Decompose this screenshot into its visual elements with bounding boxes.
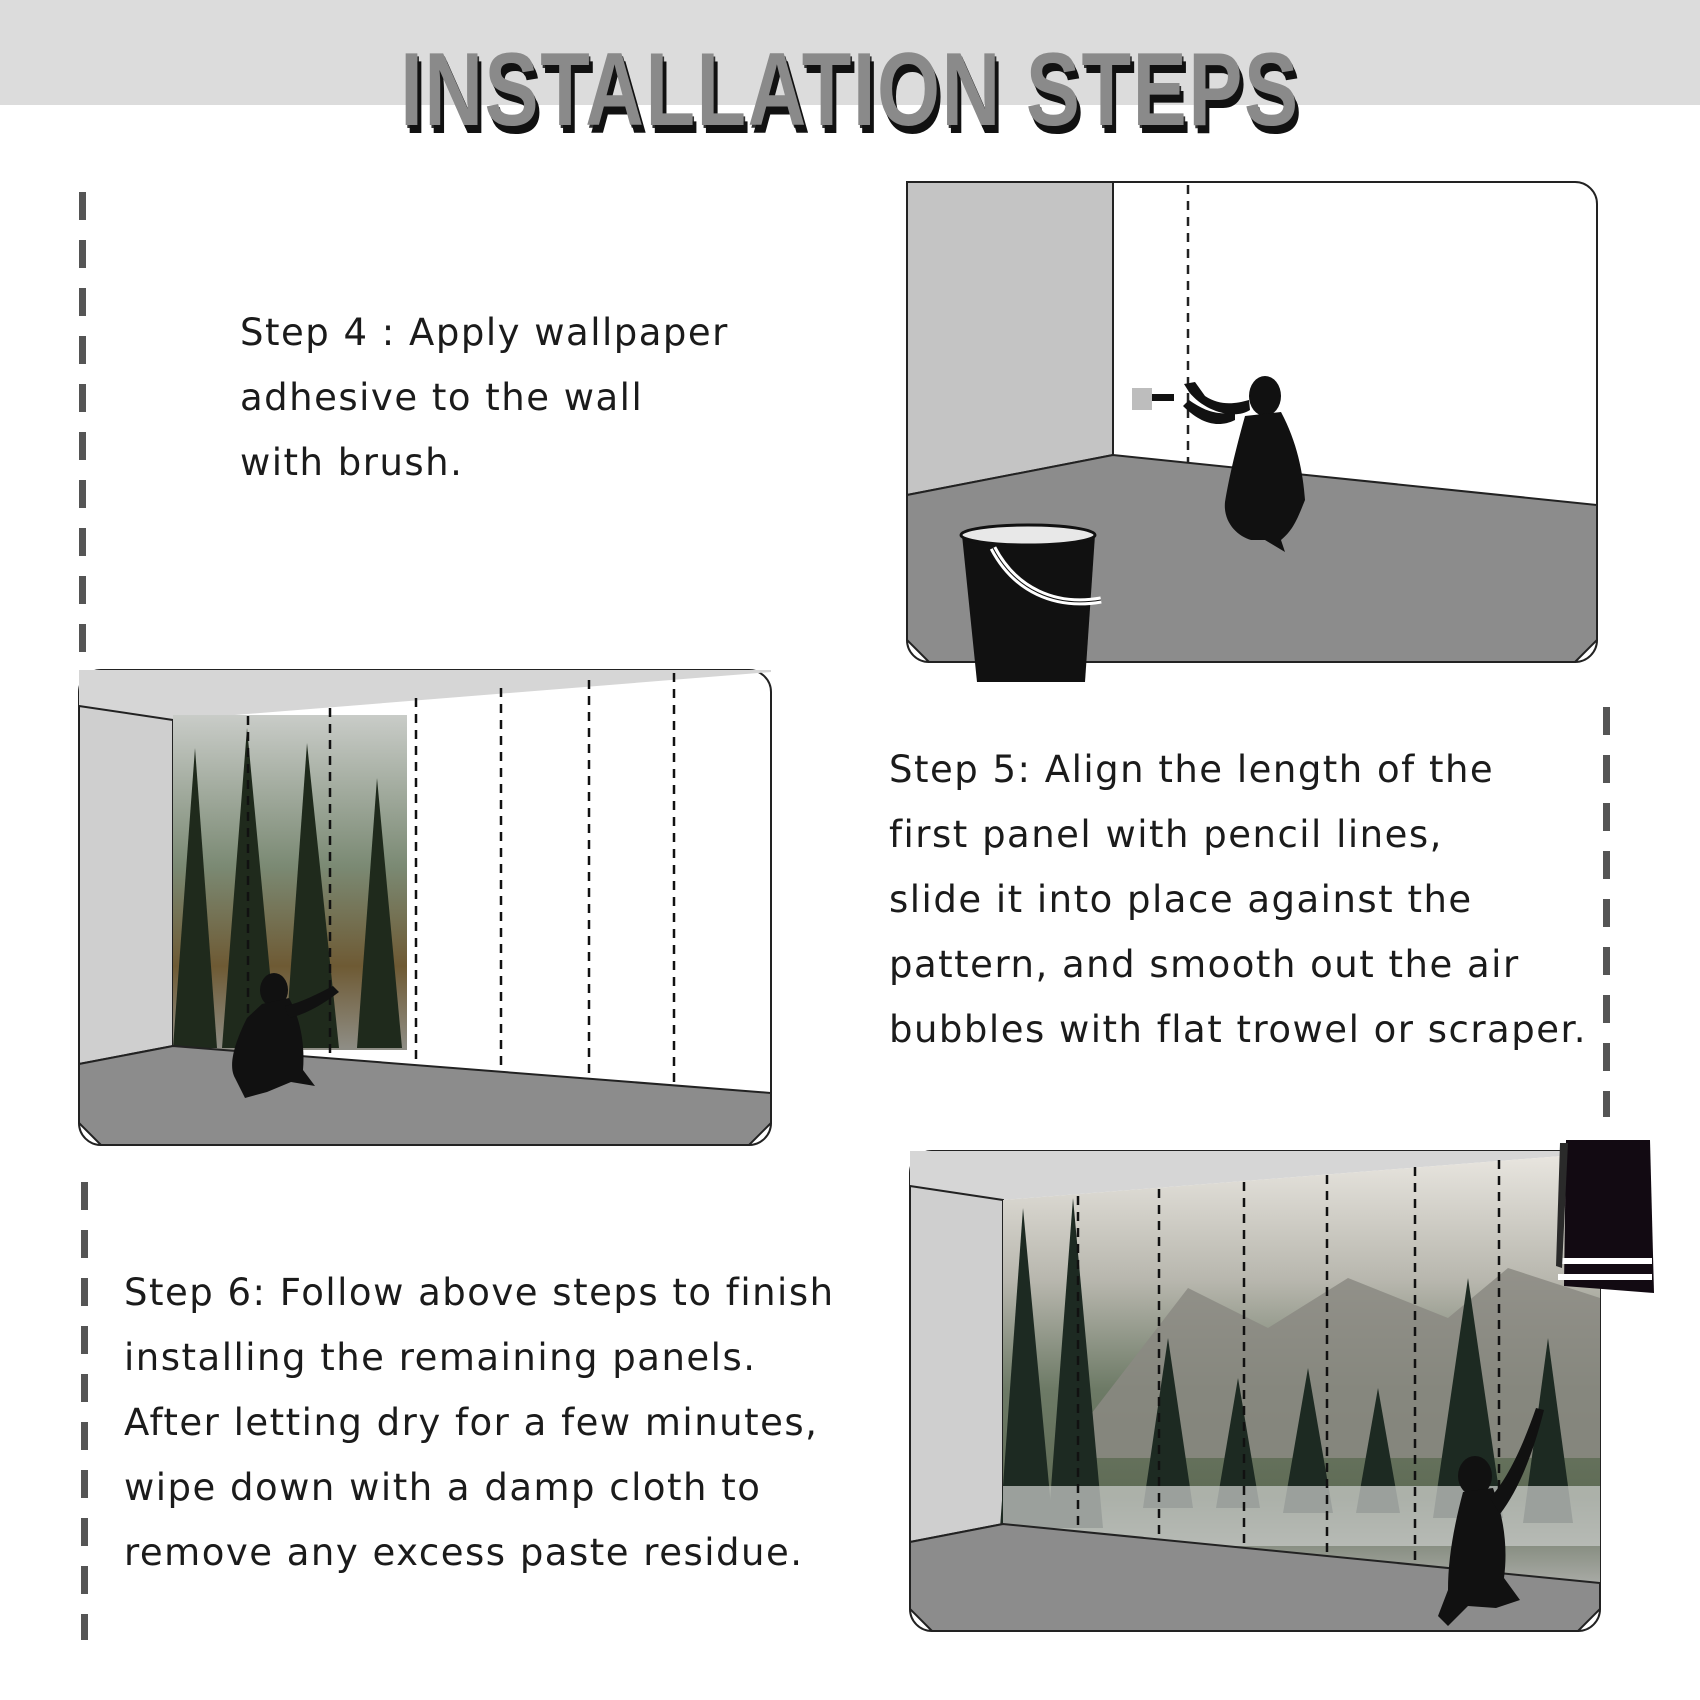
step-5-illustration	[77, 668, 777, 1148]
bucket-icon	[961, 525, 1101, 682]
step-4-illustration	[905, 180, 1605, 690]
dashed-guide-right	[1603, 707, 1610, 1117]
step-6-text: Step 6: Follow above steps to finish installing the remaining panels. After letting dry for a few minutes, wipe down with a damp cloth to remove any excess paste residue.	[124, 1271, 835, 1574]
step-6-illustration	[908, 1138, 1668, 1678]
step-5-text: Step 5: Align the length of the first panel with pencil lines, slide it into place against the pattern, and smooth out the air bubbles with flat trowel or scraper.	[889, 748, 1588, 1051]
brush-icon	[1132, 388, 1152, 410]
page-title: INSTALLATION STEPS	[400, 32, 1300, 148]
towel-icon	[1556, 1140, 1654, 1293]
dashed-guide-left-bottom	[81, 1182, 88, 1640]
step-4-text: Step 4 : Apply wallpaper adhesive to the wall with brush.	[240, 311, 729, 484]
dashed-guide-left-top	[79, 192, 86, 652]
